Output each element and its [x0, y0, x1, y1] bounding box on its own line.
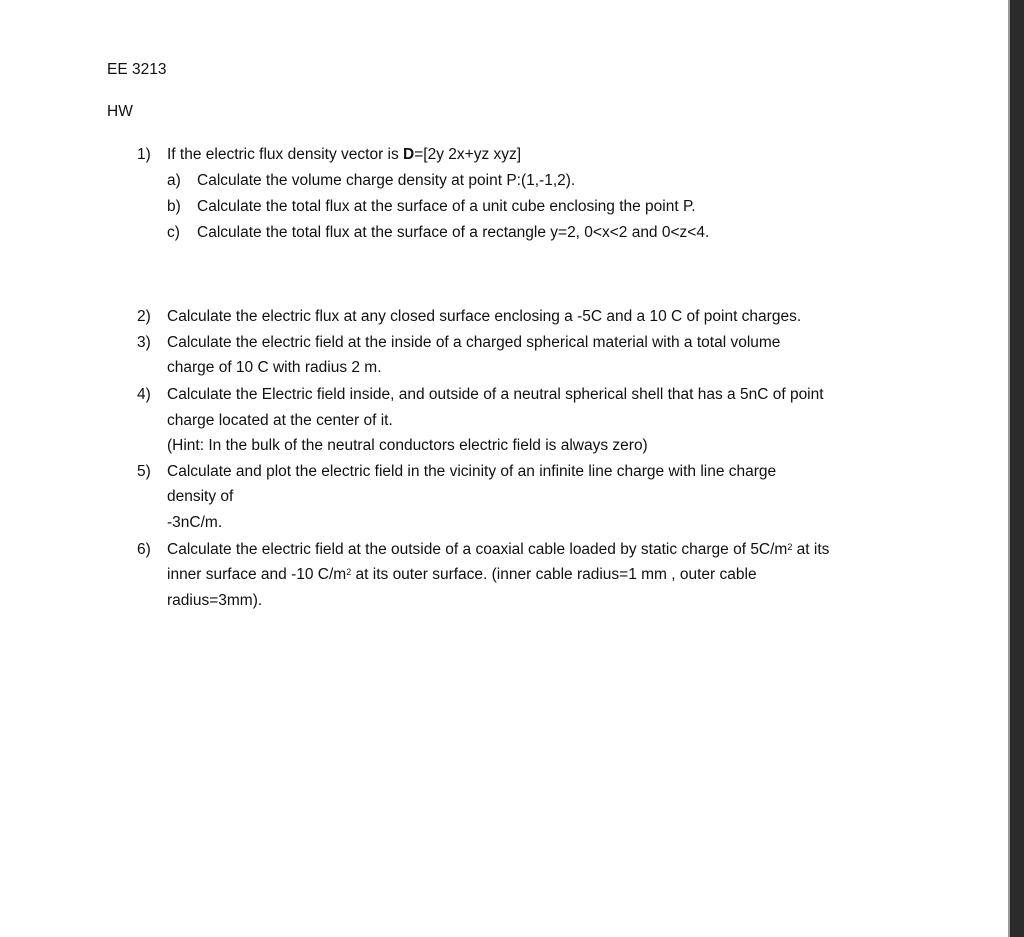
q1-part-c-label: c) [167, 224, 180, 241]
q6-line-2: inner surface and -10 $C/m^2$ at its outer surface. (inner cable radius=1 mm , outer cable [167, 566, 757, 583]
q1-part-b-text: Calculate the total flux at the surface of a unit cube enclosing the point P. [197, 198, 696, 215]
course-code: EE 3213 [107, 61, 167, 78]
q4-line-2: charge located at the center of it. [167, 412, 393, 429]
q6-number: 6) [137, 541, 151, 558]
vertical-scrollbar[interactable] [1010, 0, 1024, 937]
q1-part-b-label: b) [167, 198, 181, 215]
q4-hint: (Hint: In the bulk of the neutral conductors electric field is always zero) [167, 437, 648, 454]
hw-title: HW [107, 103, 133, 120]
q3-line-1: Calculate the electric field at the inside of a charged spherical material with a total volume [167, 334, 781, 351]
q5-line-1: Calculate and plot the electric field in the vicinity of an infinite line charge with line charge [167, 463, 777, 480]
q2-number: 2) [137, 308, 151, 325]
q2-text: Calculate the electric flux at any closed surface enclosing a -5C and a 10 C of point charges. [167, 308, 802, 325]
q1-text: If the electric flux density vector is D=[2y 2x+yz xyz] [167, 146, 522, 163]
q6-line-1: Calculate the electric field at the outside of a coaxial cable loaded by static charge of $5C/m^2$ at its [167, 541, 830, 558]
q4-number: 4) [137, 386, 151, 403]
q5-line-3: -3nC/m. [167, 514, 223, 531]
q1-part-c-text: Calculate the total flux at the surface of a rectangle y=2, 0<x<2 and 0<z<4. [197, 224, 710, 241]
q1-vector-symbol: D [403, 146, 415, 163]
q6-line-3: radius=3mm). [167, 592, 263, 609]
q1-part-a-text: Calculate the volume charge density at point P:(1,-1,2). [197, 172, 576, 189]
q3-line-2: charge of 10 C with radius 2 m. [167, 359, 382, 376]
q4-line-1: Calculate the Electric field inside, and outside of a neutral spherical shell that has a 5nC of point [167, 386, 824, 403]
q5-line-2: density of [167, 488, 234, 505]
q1-part-a-label: a) [167, 172, 181, 189]
q3-number: 3) [137, 334, 151, 351]
q1-number: 1) [137, 146, 151, 163]
q5-number: 5) [137, 463, 151, 480]
